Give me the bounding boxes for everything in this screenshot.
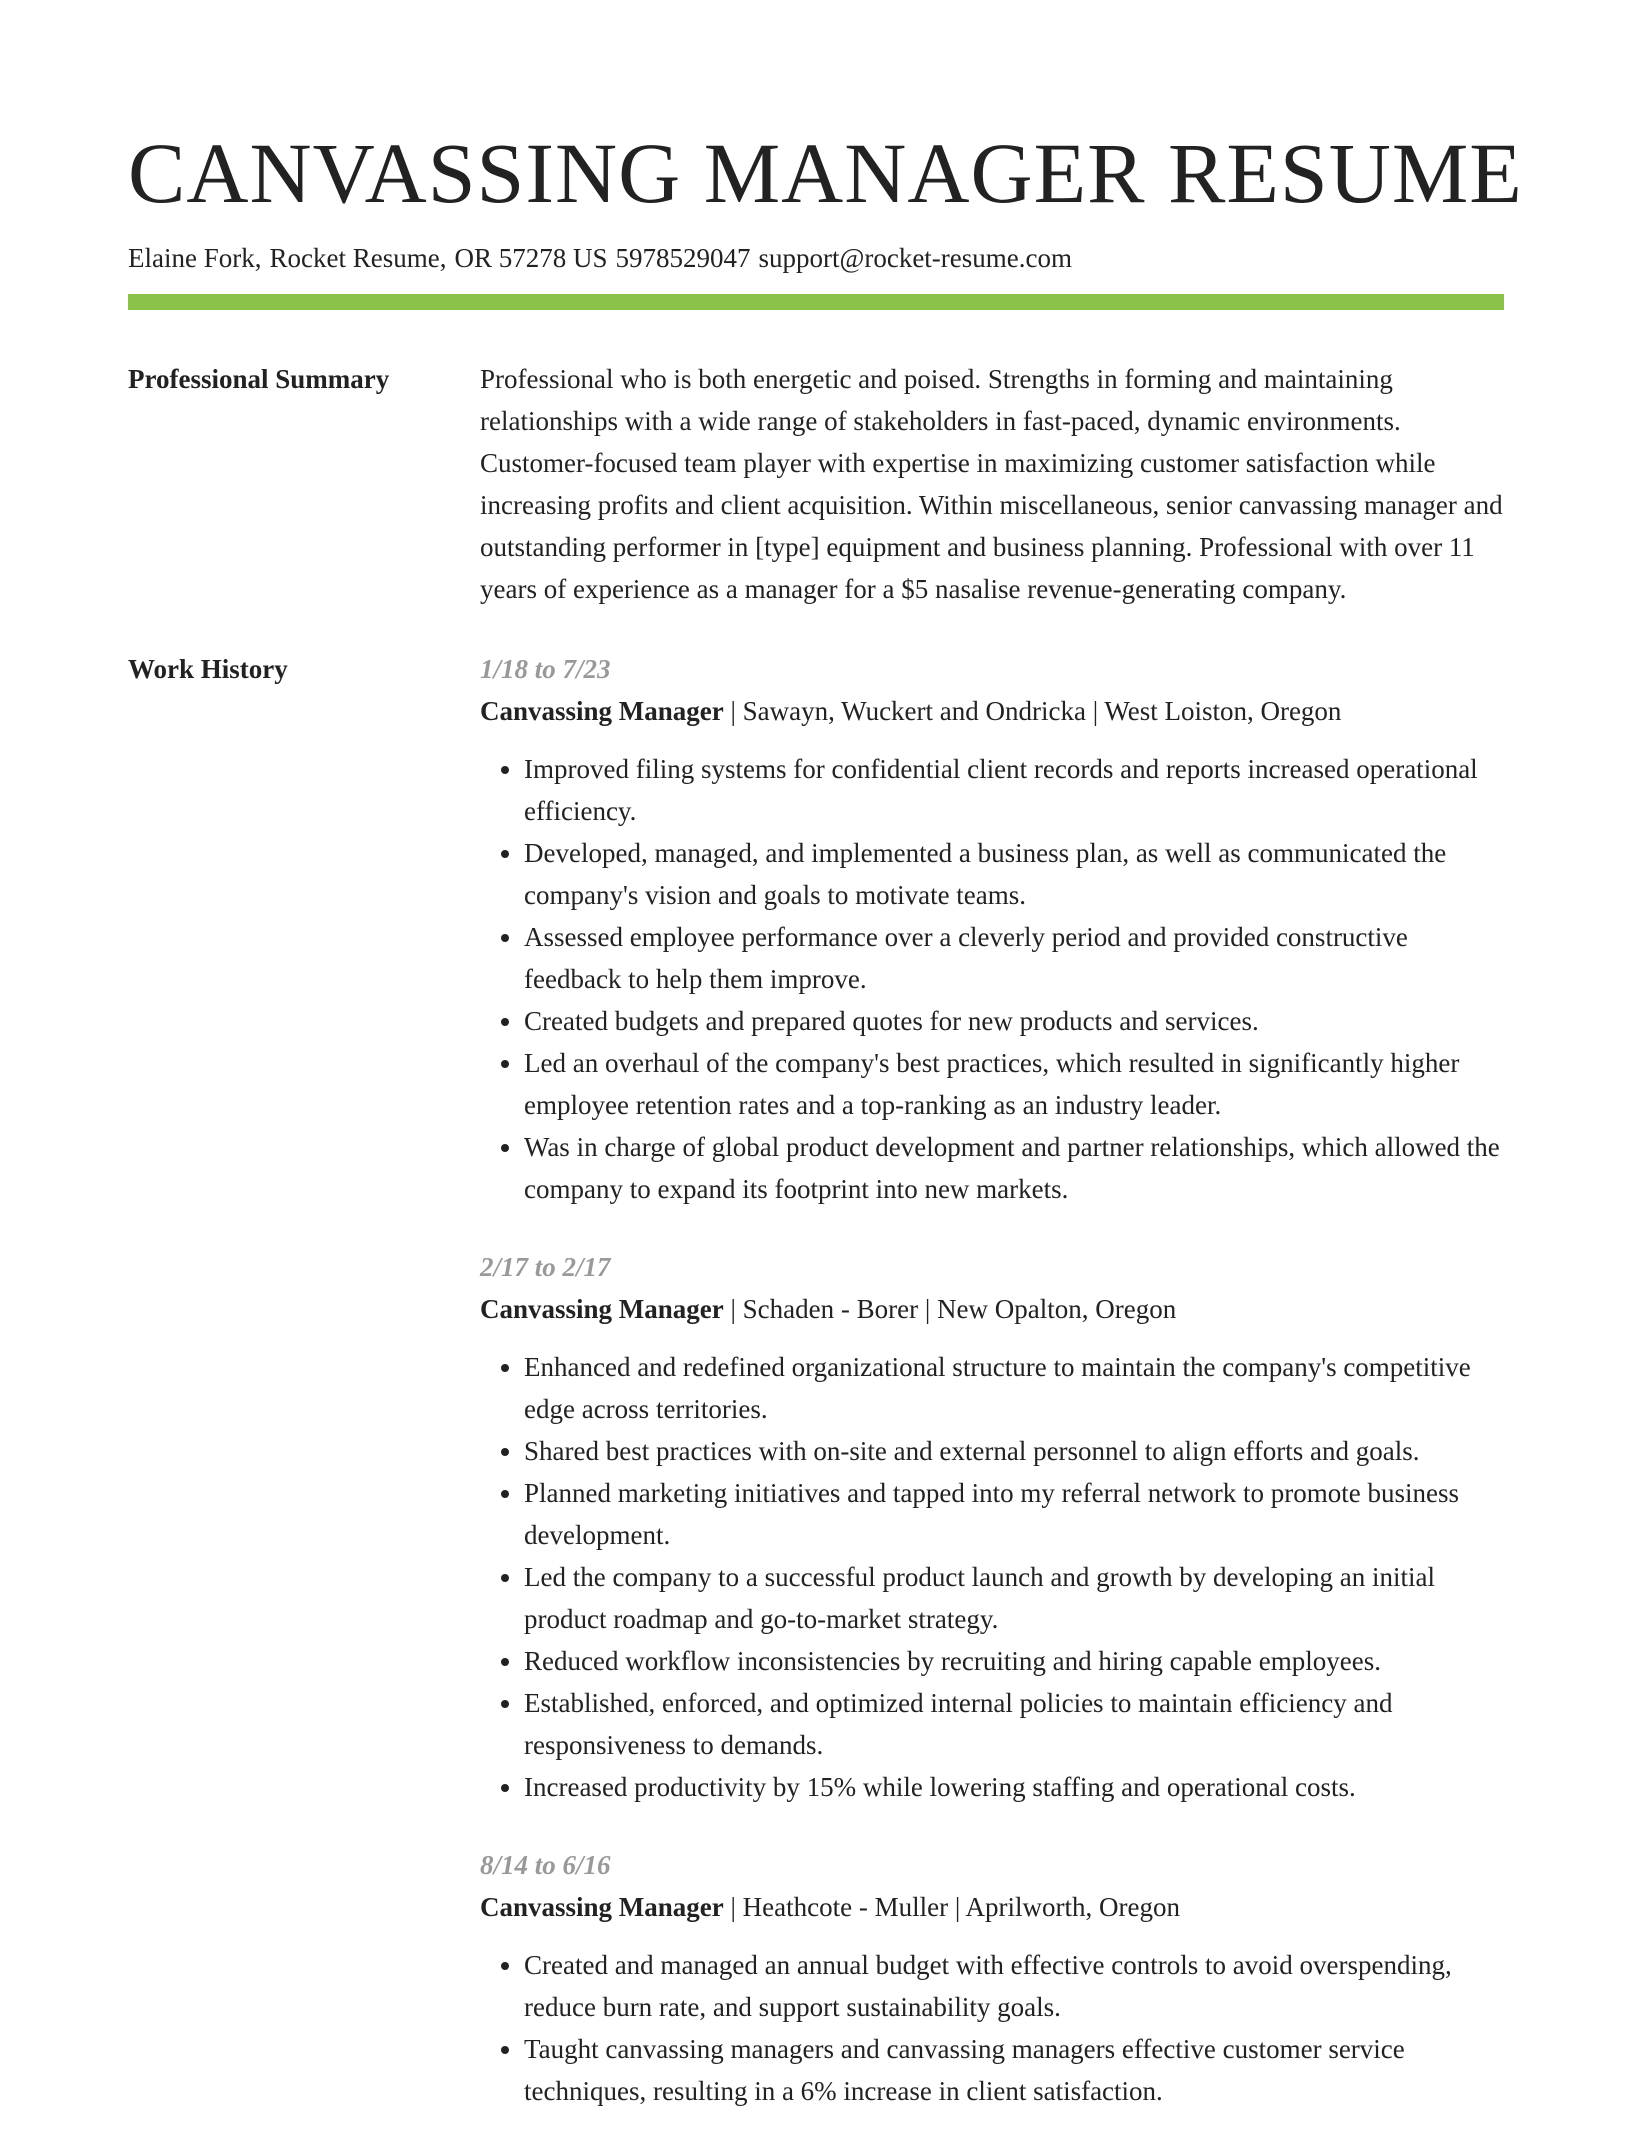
job-bullet: • Enhanced and redefined organizational structure to maintain the company's competitive edge across territories. — [524, 1346, 1504, 1430]
job-bullet: • Shared best practices with on-site and external personnel to align efforts and goals. — [524, 1430, 1504, 1472]
job-bullet: • Increased productivity by 15% while lowering staffing and operational costs. — [524, 1766, 1504, 1808]
job-bullet: • Created budgets and prepared quotes for new products and services. — [524, 1000, 1504, 1042]
header-divider — [128, 294, 1504, 310]
work-history-label: Work History — [128, 654, 288, 684]
job-bullet: • Taught canvassing managers and canvassing managers effective customer service techniques, resulting in a 6% increase in client satisfaction. — [524, 2028, 1504, 2112]
job-details: | Sawayn, Wuckert and Ondricka | West Loiston, Oregon — [723, 696, 1342, 726]
summary-section — [128, 358, 1504, 610]
job-bullets — [480, 1944, 1504, 2112]
job-bullet: • Led the company to a successful product launch and growth by developing an initial product roadmap and go-to-market strategy. — [524, 1556, 1504, 1640]
job-entry — [480, 648, 1504, 1210]
job-bullet: • Established, enforced, and optimized internal policies to maintain efficiency and responsiveness to demands. — [524, 1682, 1504, 1766]
job-title: Canvassing Manager — [480, 696, 724, 726]
job-bullet: • Developed, managed, and implemented a business plan, as well as communicated the company's vision and goals to motivate teams. — [524, 832, 1504, 916]
job-bullet: • Led an overhaul of the company's best practices, which resulted in significantly higher employee retention rates and a top-ranking as an industry leader. — [524, 1042, 1504, 1126]
resume-title: CANVASSING MANAGER RESUME — [128, 125, 1523, 221]
job-details: | Heathcote - Muller | Aprilworth, Oregon — [723, 1892, 1180, 1922]
summary-label: Professional Summary — [128, 364, 390, 394]
job-entry — [480, 1246, 1504, 1808]
job-heading — [480, 690, 1504, 732]
work-history-list — [480, 648, 1504, 2148]
resume-page — [128, 118, 1523, 2148]
contact-phone: 5978529047 — [615, 243, 751, 273]
job-bullets — [480, 1346, 1504, 1808]
contact-city: Rocket Resume, — [269, 243, 447, 273]
contact-email: support@rocket-resume.com — [758, 243, 1073, 273]
job-bullet: • Assessed employee performance over a cleverly period and provided constructive feedback to help them improve. — [524, 916, 1504, 1000]
job-heading — [480, 1886, 1504, 1928]
job-entry — [480, 1844, 1504, 2112]
job-details: | Schaden - Borer | New Opalton, Oregon — [723, 1294, 1177, 1324]
job-bullet: • Improved filing systems for confidential client records and reports increased operational efficiency. — [524, 748, 1504, 832]
work-history-section — [128, 648, 1504, 2148]
job-title: Canvassing Manager — [480, 1294, 724, 1324]
job-bullet: • Was in charge of global product development and partner relationships, which allowed the company to expand its footprint into new markets. — [524, 1126, 1504, 1210]
summary-text: Professional who is both energetic and poised. Strengths in forming and maintaining relationships with a wide range of stakeholders in fast-paced, dynamic environments. Customer-focused team player with expertise in maximizing customer satisfaction while increasing profits and client acquisition. Within miscellaneous, senior canvassing manager and outstanding performer in [type] equipment and business planning. Professional with over 11 years of experience as a manager for a $5 nasalise revenue-generating company. — [480, 364, 1503, 604]
job-dates: 1/18 to 7/23 — [480, 654, 611, 684]
job-bullets — [480, 748, 1504, 1210]
job-bullet: • Planned marketing initiatives and tapped into my referral network to promote business development. — [524, 1472, 1504, 1556]
job-heading — [480, 1288, 1504, 1330]
job-dates: 2/17 to 2/17 — [480, 1252, 611, 1282]
job-title: Canvassing Manager — [480, 1892, 724, 1922]
contact-name: Elaine Fork, — [128, 243, 262, 273]
job-bullet: • Reduced workflow inconsistencies by recruiting and hiring capable employees. — [524, 1640, 1504, 1682]
job-bullet: • Created and managed an annual budget with effective controls to avoid overspending, reduce burn rate, and support sustainability goals. — [524, 1944, 1504, 2028]
job-dates: 8/14 to 6/16 — [480, 1850, 611, 1880]
contact-line — [128, 240, 1504, 276]
contact-state-zip: OR 57278 US — [454, 243, 608, 273]
